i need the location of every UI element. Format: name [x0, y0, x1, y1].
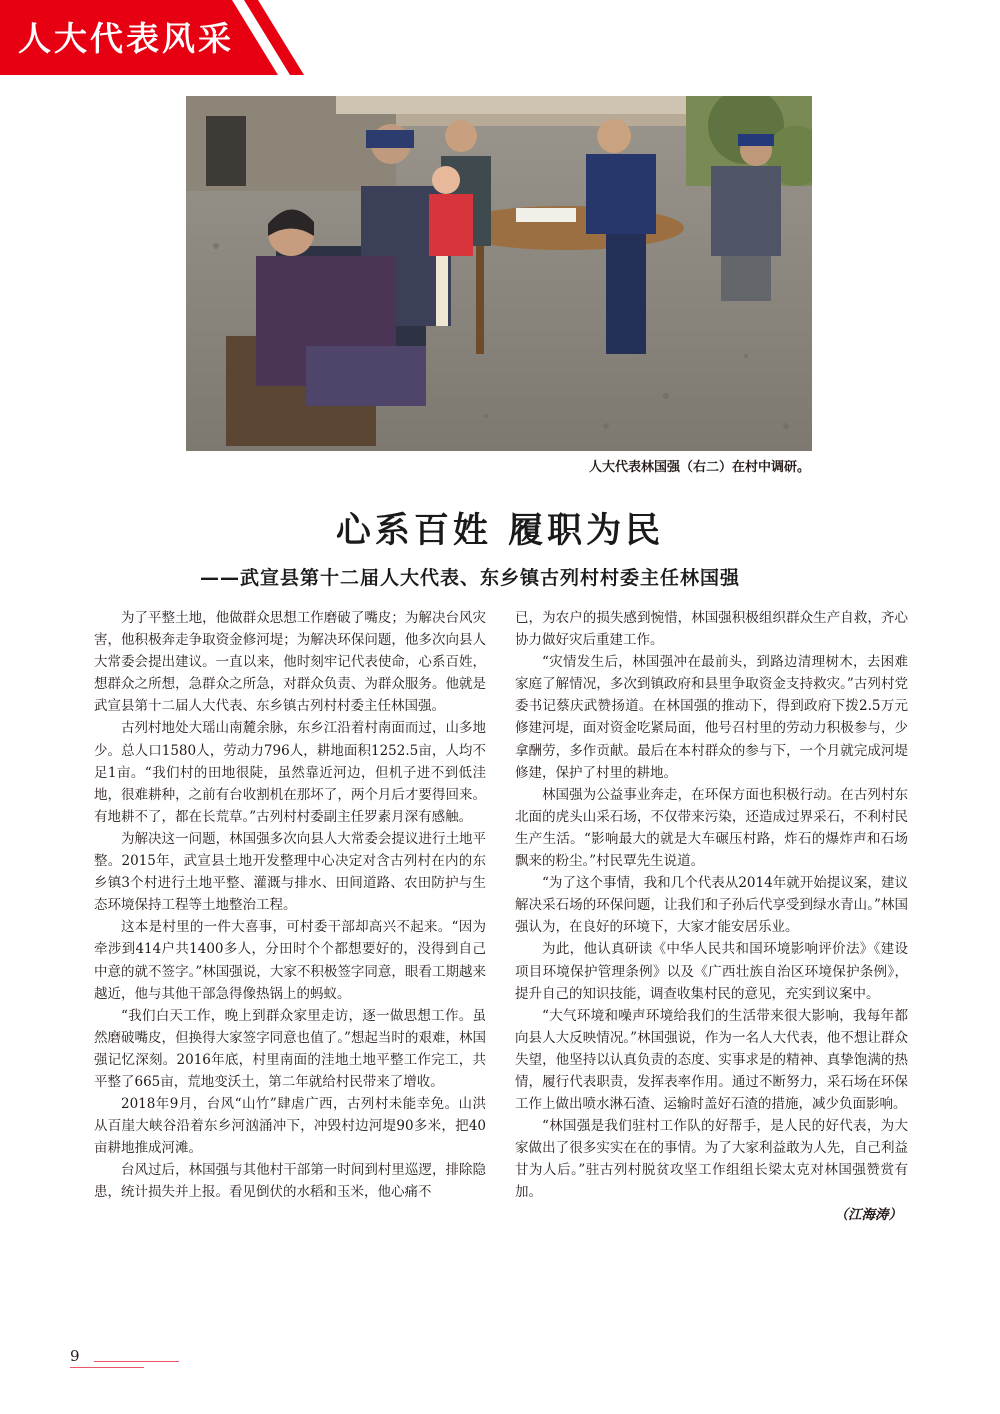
page-rule: [70, 1367, 144, 1368]
article-photo: [186, 96, 812, 451]
paragraph: 已，为农户的损失感到惋惜，林国强积极组织群众生产自救，齐心协力做好灾后重建工作。: [515, 610, 908, 649]
right-column: [515, 607, 908, 1226]
paragraph: 台风过后，林国强与其他村干部第一时间到村里巡逻，排除隐患，统计损失并上报。看见倒伏的水稻和玉米，他心痛不: [94, 1162, 486, 1201]
page-rule: [94, 1361, 179, 1362]
left-column: [94, 607, 486, 1204]
paragraph: 2018年9月，台风“山竹”肆虐广西，古列村未能幸免。山洪从百崖大峡谷沿着东乡河汹涌冲下，冲毁村边河堤90多米，把40亩耕地推成河滩。: [94, 1096, 486, 1157]
section-banner: [0, 0, 305, 75]
paragraph: 为此，他认真研读《中华人民共和国环境影响评价法》《建设项目环境保护管理条例》以及《广西壮族自治区环境保护条例》，提升自己的知识技能，调查收集村民的意见，充实到议案中。: [515, 941, 908, 1002]
photo-caption: 人大代表林国强（右二）在村中调研。: [588, 460, 810, 475]
paragraph: “大气环境和噪声环境给我们的生活带来很大影响，我每年都向县人大反映情况。”林国强说，作为一名人大代表，他不想让群众失望，他坚持以认真负责的态度、实事求是的精神、真挚饱满的热情，履行代表职责，发挥表率作用。通过不断努力，采石场在环保工作上做出喷水淋石渣、运输时盖好石渣的措施，减少负面影响。: [515, 1007, 908, 1113]
paragraph: 古列村地处大瑶山南麓余脉，东乡江沿着村南面而过，山多地少。总人口1580人，劳动力796人，耕地面积1252.5亩，人均不足1亩。“我们村的田地很陡，虽然靠近河边，但机子进不到低洼地，很难耕种，之前有台收割机在那坏了，两个月后才要得回来。有地耕不了，都在长荒草。”古列村村委副主任罗素月深有感触。: [94, 720, 486, 825]
article-title: 心系百姓 履职为民: [335, 510, 665, 551]
paragraph: “为了这个事情，我和几个代表从2014年就开始提议案，建议解决采石场的环保问题，让我们和子孙后代享受到绿水青山。”林国强认为，在良好的环境下，大家才能安居乐业。: [515, 875, 908, 936]
article-subtitle: ——武宣县第十二届人大代表、东乡镇古列村村委主任林国强: [200, 567, 741, 589]
author-credit: （江海涛）: [834, 1206, 902, 1223]
village-meeting-photo: [186, 96, 812, 451]
paragraph: 为了平整土地，他做群众思想工作磨破了嘴皮；为解决台风灾害，他积极奔走争取资金修河堤；为解决环保问题，他多次向县人大常委会提出建议。一直以来，他时刻牢记代表使命，心系百姓，想群众之所想，急群众之所急，对群众负责、为群众服务。他就是武宣县第十二届人大代表、东乡镇古列村村委主任林国强。: [94, 610, 486, 715]
paragraph: “林国强是我们驻村工作队的好帮手，是人民的好代表，为大家做出了很多实实在在的事情。为了大家利益敢为人先，自己利益甘为人后。”驻古列村脱贫攻坚工作组组长梁太克对林国强赞赏有加。: [515, 1118, 908, 1201]
paragraph: 这本是村里的一件大喜事，可村委干部却高兴不起来。“因为牵涉到414户共1400多人，分田时个个都想要好的，没得到自己中意的就不签字。”林国强说，大家不积极签字同意，眼看工期越来越近，他与其他干部急得像热锅上的蚂蚁。: [94, 919, 486, 1002]
paragraph: 为解决这一问题，林国强多次向县人大常委会提议进行土地平整。2015年，武宣县土地开发整理中心决定对含古列村在内的东乡镇3个村进行土地平整、灌溉与排水、田间道路、农田防护与生态环境保持工程等土地整治工程。: [94, 830, 486, 914]
section-title: 人大代表风采: [18, 19, 234, 58]
paragraph: “灾情发生后，林国强冲在最前头，到路边清理树木，去困难家庭了解情况，多次到镇政府和县里争取资金支持救灾。”古列村党委书记蔡庆武赞扬道。在林国强的推动下，得到政府下拨2.5万元修建河堤，面对资金吃紧局面，他号召村里的劳动力积极参与，少拿酬劳，多作贡献。最后在本村群众的参与下，一个月就完成河堤修建，保护了村里的耕地。: [515, 654, 908, 781]
paragraph: “我们白天工作，晚上到群众家里走访，逐一做思想工作。虽然磨破嘴皮，但换得大家签字同意也值了。”想起当时的艰难，林国强记忆深刻。2016年底，村里南面的洼地土地平整工作完工，共平整了665亩，荒地变沃土，第二年就给村民带来了增收。: [94, 1007, 486, 1090]
paragraph: 林国强为公益事业奔走，在环保方面也积极行动。在古列村东北面的虎头山采石场，不仅带来污染，还造成过界采石，不利村民生产生活。“影响最大的就是大车碾压村路，炸石的爆炸声和石场飘来的粉尘。”村民覃先生说道。: [515, 786, 908, 870]
page-number: 9: [70, 1347, 80, 1365]
